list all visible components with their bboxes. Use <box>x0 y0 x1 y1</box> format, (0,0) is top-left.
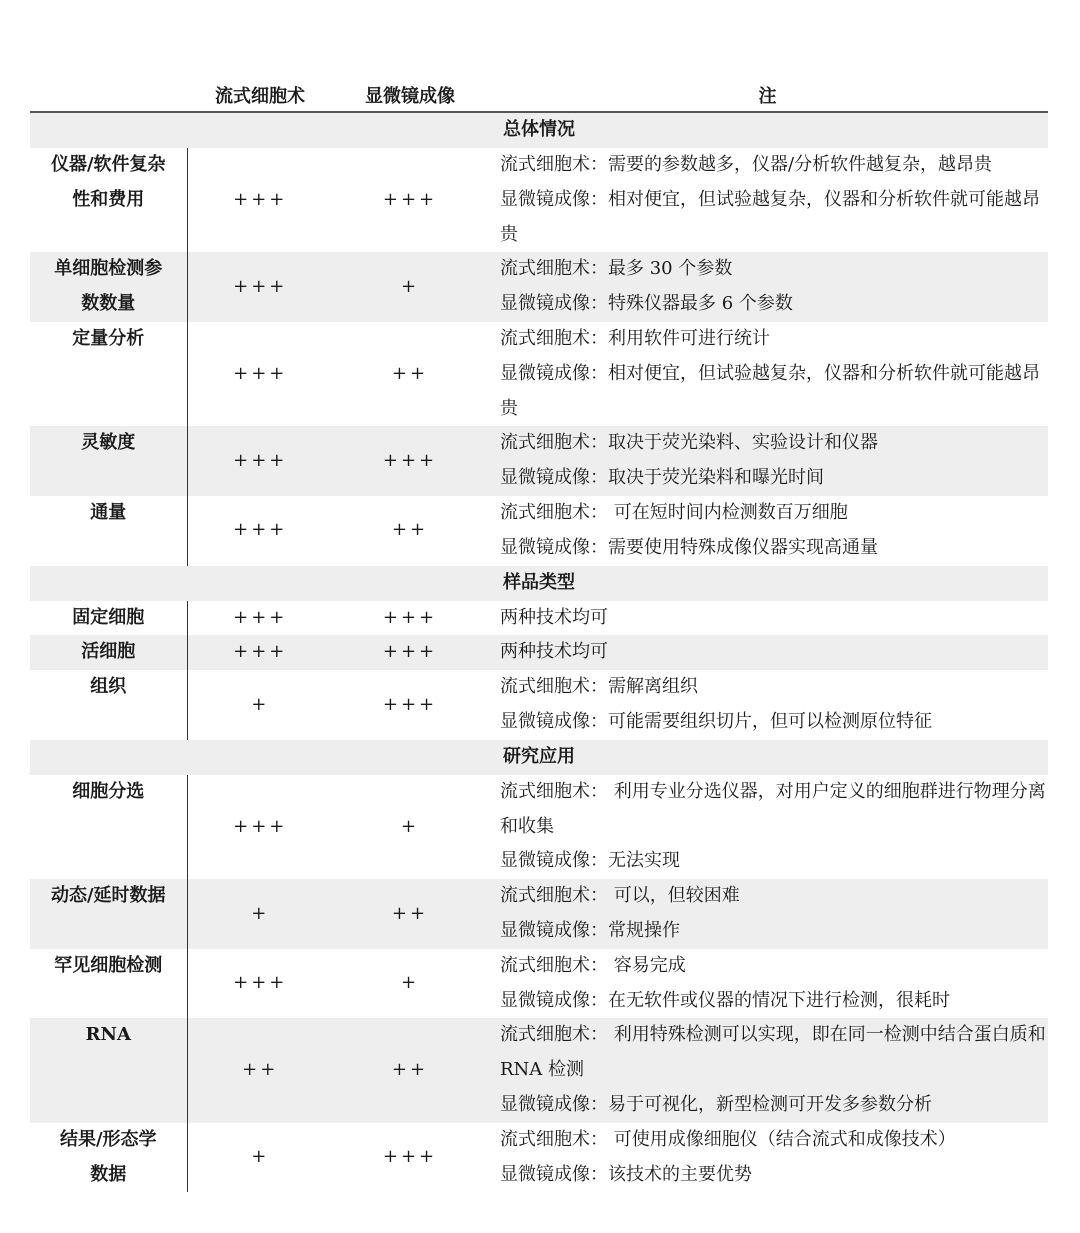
row-name-line: 细胞分选 <box>72 780 145 802</box>
comparison-table <box>30 78 1048 1192</box>
row-name-line: 数数量 <box>81 293 136 315</box>
table-row <box>30 775 1048 879</box>
table-body <box>30 112 1048 1192</box>
row-name <box>30 670 187 740</box>
microscopy-rating: +++ <box>333 635 487 670</box>
row-note <box>487 426 1048 496</box>
note-line: 显微镜成像：需要使用特殊成像仪器实现高通量 <box>500 536 878 558</box>
section-header-row <box>30 112 1048 148</box>
row-note <box>487 1123 1048 1193</box>
table-header-row <box>30 78 1048 112</box>
table-row <box>30 670 1048 740</box>
microscopy-rating: +++ <box>333 426 487 496</box>
row-name <box>30 879 187 949</box>
row-name <box>30 252 187 322</box>
row-note <box>487 322 1048 426</box>
microscopy-rating: +++ <box>382 606 438 628</box>
note-line: 显微镜成像：在无软件或仪器的情况下进行检测，很耗时 <box>500 989 950 1011</box>
row-name-line: RNA <box>85 1024 131 1046</box>
note-line: 流式细胞术： 可使用成像细胞仪（结合流式和成像技术） <box>500 1128 956 1150</box>
row-note <box>487 670 1048 740</box>
flow-rating: ++ <box>187 1018 333 1122</box>
note-line: 流式细胞术： 可以，但较困难 <box>500 885 740 907</box>
flow-rating: + <box>251 1146 270 1168</box>
note-line: 流式细胞术： 利用特殊检测可以实现，即在同一检测中结合蛋白质和 RNA 检测 <box>500 1024 1046 1081</box>
microscopy-rating: + <box>333 252 487 322</box>
row-name <box>30 148 187 252</box>
flow-rating: +++ <box>233 972 288 994</box>
section-header-row <box>30 566 1048 601</box>
header-name <box>30 78 187 112</box>
table-row <box>30 1123 1048 1193</box>
header-note: 注 <box>487 78 1048 112</box>
microscopy-rating: ++ <box>391 519 429 541</box>
flow-rating: +++ <box>187 252 333 322</box>
row-name <box>30 601 187 636</box>
row-name-line: 组织 <box>90 676 127 698</box>
table-row <box>30 601 1048 636</box>
row-name <box>30 635 187 670</box>
row-name <box>30 949 187 1019</box>
section-header-row <box>30 740 1048 775</box>
table-row <box>30 1018 1048 1122</box>
microscopy-rating: ++ <box>333 1018 487 1122</box>
header-microscopy: 显微镜成像 <box>333 78 487 112</box>
row-note <box>487 1018 1048 1122</box>
table-row <box>30 252 1048 322</box>
note-line: 流式细胞术：需解离组织 <box>500 676 698 698</box>
table-row <box>30 148 1048 252</box>
row-note <box>487 635 1048 670</box>
row-name <box>30 426 187 496</box>
row-name-line: 性和费用 <box>72 188 145 210</box>
row-name-line: 罕见细胞检测 <box>54 954 163 976</box>
note-line: 流式细胞术： 容易完成 <box>500 954 686 976</box>
header-flow-cytometry: 流式细胞术 <box>187 78 333 112</box>
row-name-line: 结果/形态学 <box>59 1128 157 1150</box>
row-name-line: 灵敏度 <box>81 432 136 454</box>
row-name-line: 固定细胞 <box>72 606 145 628</box>
note-line: 显微镜成像：特殊仪器最多 6 个参数 <box>500 293 793 315</box>
table-row <box>30 635 1048 670</box>
row-name-line: 活细胞 <box>81 641 136 663</box>
row-note <box>487 252 1048 322</box>
note-line: 显微镜成像：易于可视化，新型检测可开发多参数分析 <box>500 1093 932 1115</box>
row-note <box>487 496 1048 566</box>
row-name-line: 仪器/软件复杂 <box>50 154 166 175</box>
row-note <box>487 775 1048 879</box>
note-line: 流式细胞术： 可在短时间内检测数百万细胞 <box>500 501 848 523</box>
note-line: 显微镜成像：取决于荧光染料和曝光时间 <box>500 467 824 489</box>
note-line: 显微镜成像：相对便宜，但试验越复杂，仪器和分析软件就可能越昂贵 <box>500 188 1040 245</box>
section-title: 研究应用 <box>30 740 1048 775</box>
row-name <box>30 1018 187 1122</box>
row-name-line: 通量 <box>90 501 127 523</box>
flow-rating: +++ <box>233 606 288 628</box>
note-line: 显微镜成像：相对便宜，但试验越复杂，仪器和分析软件就可能越昂贵 <box>500 362 1040 419</box>
microscopy-rating: +++ <box>382 188 438 210</box>
row-name <box>30 496 187 566</box>
row-name-line: 定量分析 <box>72 327 145 349</box>
microscopy-rating: ++ <box>333 879 487 949</box>
row-name <box>30 775 187 879</box>
note-line: 两种技术均可 <box>500 641 608 663</box>
note-line: 流式细胞术：取决于荧光染料、实验设计和仪器 <box>500 432 878 454</box>
microscopy-rating: +++ <box>382 1146 438 1168</box>
row-name-line: 单细胞检测参 <box>54 258 163 280</box>
note-line: 流式细胞术：需要的参数越多，仪器/分析软件越复杂，越昂贵 <box>500 154 993 175</box>
note-line: 两种技术均可 <box>500 606 608 628</box>
flow-rating: +++ <box>187 635 333 670</box>
note-line: 显微镜成像：该技术的主要优势 <box>500 1163 752 1185</box>
microscopy-rating: + <box>400 815 420 837</box>
note-line: 显微镜成像：可能需要组织切片，但可以检测原位特征 <box>500 710 932 732</box>
note-line: 显微镜成像：常规操作 <box>500 919 680 941</box>
note-line: 流式细胞术：利用软件可进行统计 <box>500 327 770 349</box>
flow-rating: +++ <box>233 362 288 384</box>
row-name <box>30 322 187 426</box>
row-name-line: 动态/延时数据 <box>50 885 166 907</box>
row-note <box>487 148 1048 252</box>
section-title: 总体情况 <box>30 112 1048 148</box>
table-row <box>30 949 1048 1019</box>
microscopy-rating: + <box>400 972 420 994</box>
row-note <box>487 949 1048 1019</box>
flow-rating: + <box>187 879 333 949</box>
table-row <box>30 496 1048 566</box>
row-note <box>487 601 1048 636</box>
note-line: 显微镜成像：无法实现 <box>500 850 680 872</box>
flow-rating: +++ <box>233 188 288 210</box>
row-name <box>30 1123 187 1193</box>
row-name-line: 数据 <box>90 1163 127 1185</box>
flow-rating: +++ <box>187 426 333 496</box>
table-row <box>30 322 1048 426</box>
section-title: 样品类型 <box>30 566 1048 601</box>
flow-rating: + <box>251 693 270 715</box>
table-row <box>30 426 1048 496</box>
table-row <box>30 879 1048 949</box>
flow-rating: +++ <box>233 519 288 541</box>
microscopy-rating: +++ <box>382 693 438 715</box>
microscopy-rating: ++ <box>391 362 429 384</box>
note-line: 流式细胞术： 利用专业分选仪器，对用户定义的细胞群进行物理分离和收集 <box>500 780 1046 837</box>
row-note <box>487 879 1048 949</box>
flow-rating: +++ <box>233 815 288 837</box>
note-line: 流式细胞术：最多 30 个参数 <box>500 258 733 280</box>
